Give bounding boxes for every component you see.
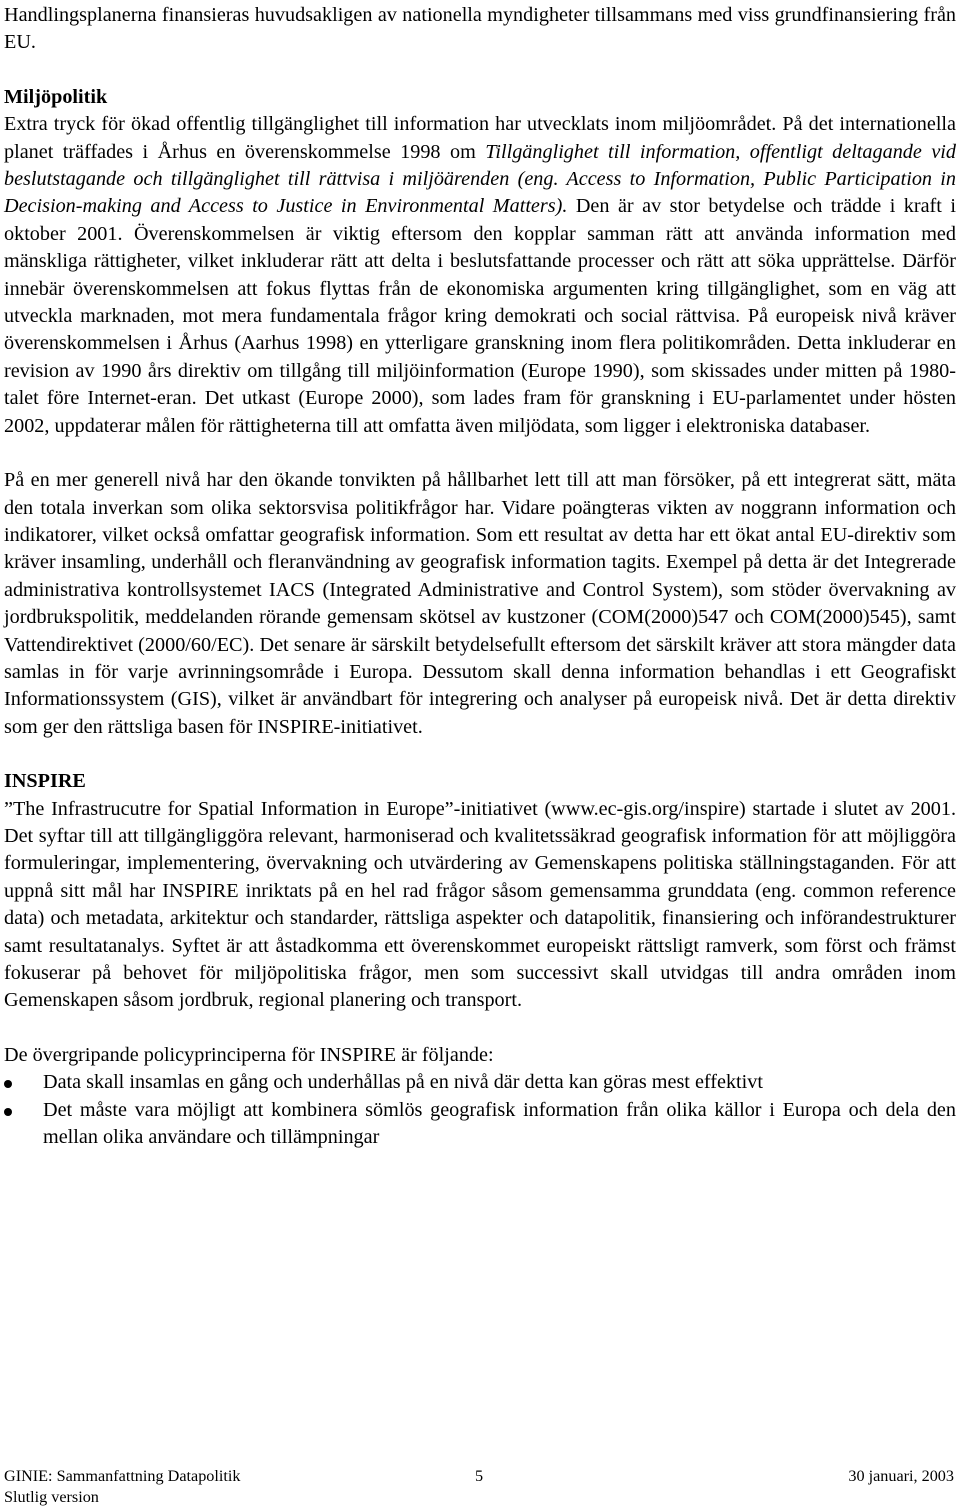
list-item — [4, 1097, 956, 1152]
bullet-icon — [4, 1080, 12, 1088]
list-item — [4, 1069, 956, 1096]
miljopolitik-paragraph-1 — [4, 111, 956, 440]
footer-date: 30 januari, 2003 — [848, 1467, 954, 1485]
document-page — [4, 2, 956, 1151]
bullet-icon — [4, 1108, 12, 1116]
inspire-principles-intro: De övergripande policyprinciperna för INSPIRE är följande: — [4, 1043, 494, 1066]
paragraph-gap — [4, 741, 956, 768]
inspire-principles-list — [4, 1069, 956, 1151]
miljopolitik-p1-text-b: Den är av stor betydelse och trädde i kraft i oktober 2001. Överenskommelsen är viktig eftersom den kopplar samman rätt att använda information med mänskliga rättigheter, vilket inkluderar rätt att delta i beslutsfattande processer och rätt att söka upprättelse. Därför innebär överenskommelsen att fokus flyttas från de ekonomiska argumenten kring tillgänglighet, som en väg att utveckla marknaden, mot mera fundamentala frågor kring demokrati och social rättvisa. På europeisk nivå kräver överenskommelsen i Århus (Aarhus 1998) en ytterligare granskning inom flera politikområden. Detta inkluderar en revision av 1990 års direktiv om tillgång till miljöinformation (Europe 1990), som skissades under mitten på 1980-talet före Internet-eran. Det utkast (Europe 2000), som lades fram för granskning i EU-parlamentet under hösten 2002, uppdaterar målen för rättigheterna till att omfatta även miljödata, som ligger i elektroniska databaser. — [4, 195, 956, 437]
paragraph-gap — [4, 57, 956, 84]
section-heading-miljopolitik: Miljöpolitik — [4, 85, 108, 108]
inspire-paragraph-1: ”The Infrastrucutre for Spatial Information in Europe”-initiativet (www.ec-gis.org/inspire) startade i slutet av 2001. Det syftar till att tillgängliggöra relevant, harmoniserad och kvalitetssäkrad geografisk information för att möjliggöra formuleringar, implementering, övervakning och utvärdering av Gemenskapens politiska ställningstaganden. För att uppnå sitt mål har INSPIRE inriktats på en hel rad frågor såsom gemensamma grunddata (eng. common reference data) och metadata, arkitektur och standarder, rättsliga aspekter och datapolitik, finansiering och införandestrukturer samt resultatanalys. Syftet är att åstadkomma ett överenskommet europeiskt rättsligt ramverk, som först och främst fokuserar på behovet för miljöpolitiska frågor, men som successivt skall utvidgas till andra områden inom Gemenskapen såsom jordbruk, regional planering och transport. — [4, 797, 956, 1012]
miljopolitik-paragraph-2: På en mer generell nivå har den ökande tonvikten på hållbarhet lett till att man försöker, på ett integrerat sätt, mäta den totala inverkan som olika sektorsvisa politikfrågor har. Vidare poängteras vikten av noggrann information och indikatorer, vilket också omfattar geografisk information. Som ett resultat av detta har ett ökat antal EU-direktiv som kräver insamling, underhåll och fleranvändning av geografisk information tagits. Exempel på detta är det Integrerade administrativa kontrollsystemet IACS (Integrated Administrative and Control System), som stöder övervakning av jordbrukspolitik, meddelanden rörande gemensam skötsel av kustzoner (COM(2000)547 och COM(2000)545), samt Vattendirektivet (2000/60/EC). Det senare är särskilt betydelsefullt eftersom det särskilt kräver att stora mängder data samlas in för varje avrinningsområde i Europa. Dessutom skall denna information behandlas i ett Geografiskt Informationssystem (GIS), vilket är användbart för integrering och analyser på europeisk nivå. Det är detta direktiv som ger den rättsliga basen för INSPIRE-initiativet. — [4, 469, 956, 738]
paragraph-gap — [4, 1015, 956, 1042]
intro-paragraph: Handlingsplanerna finansieras huvudsakligen av nationella myndigheter tillsammans med viss grundfinansiering från EU. — [4, 4, 956, 54]
footer-row — [4, 1487, 954, 1508]
paragraph-gap — [4, 440, 956, 467]
page-footer — [4, 1466, 954, 1508]
list-item-text: Det måste vara möjligt att kombinera sömlös geografisk information från olika källor i Europa och dela den mellan olika användare och tillämpningar — [43, 1098, 956, 1149]
footer-document-title: GINIE: Sammanfattning Datapolitik — [4, 1467, 241, 1485]
footer-page-number: 5 — [475, 1467, 484, 1485]
footer-version: Slutlig version — [4, 1488, 99, 1506]
list-item-text: Data skall insamlas en gång och underhållas på en nivå där detta kan göras mest effektivt — [43, 1071, 763, 1094]
section-heading-inspire: INSPIRE — [4, 770, 86, 793]
miljopolitik-p1-italic-title: Tillgänglighet till information, offentligt deltagande vid beslutstagande och tillgänglighet till rättvisa i miljöärenden (eng. Access to Information, Public Participation in Decision-making and Access to Justice in Environmental Matters). — [4, 140, 956, 218]
miljopolitik-p1-text-a: Extra tryck för ökad offentlig tillgänglighet till information har utvecklats inom miljöområdet. På det internationella planet träffades i Århus en överenskommelse 1998 om — [4, 113, 956, 163]
footer-row — [4, 1466, 954, 1487]
